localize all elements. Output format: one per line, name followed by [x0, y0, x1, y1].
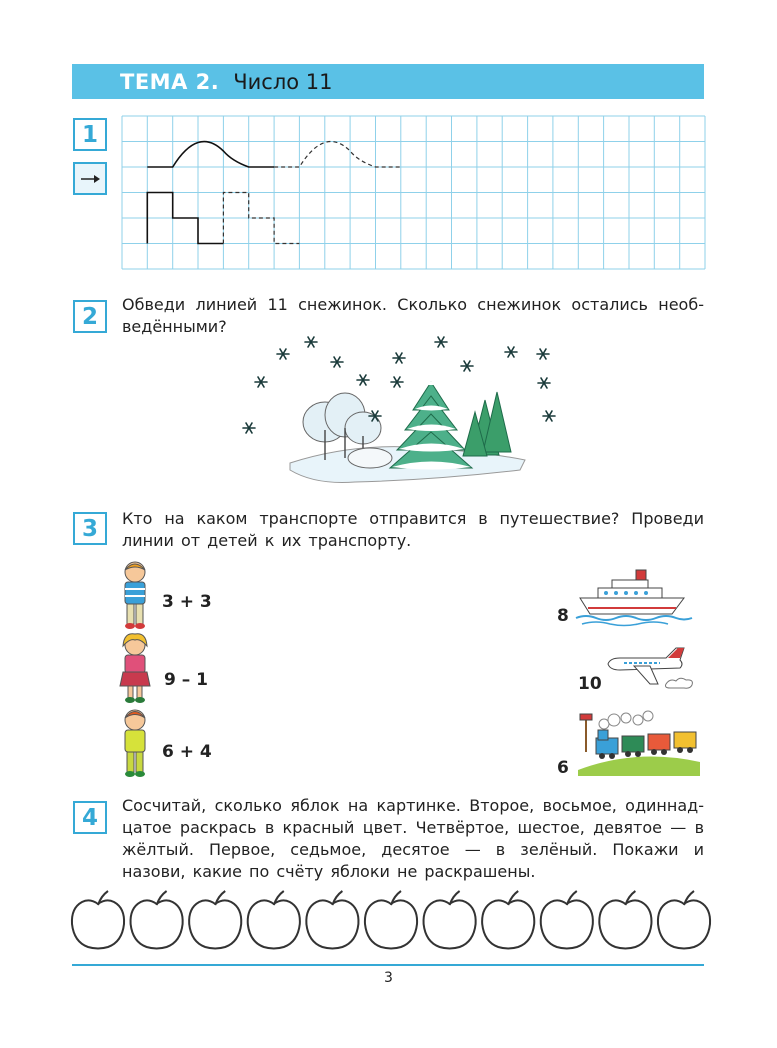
page-number: 3	[384, 970, 393, 986]
task-number-3: 3	[73, 512, 107, 545]
apple-outline[interactable]	[599, 891, 651, 949]
task-number-4: 4	[73, 801, 107, 834]
arrow-icon	[73, 162, 107, 195]
apple-outline[interactable]	[189, 891, 241, 949]
pattern-grid[interactable]	[122, 116, 705, 269]
apple-outline[interactable]	[248, 891, 300, 949]
task-number-2: 2	[73, 300, 107, 333]
child-icon-1[interactable]	[118, 560, 152, 630]
apple-outline[interactable]	[365, 891, 417, 949]
apple-outline[interactable]	[424, 891, 476, 949]
topic-label: ТЕМА 2.	[120, 69, 220, 94]
topic-header	[72, 64, 704, 99]
apple-outline[interactable]	[72, 891, 124, 949]
child-icon-2[interactable]	[118, 632, 152, 704]
task-3-text: Кто на каком транспорте отправится в путешествие? Проведи линии от детей к их транспорту.	[122, 509, 704, 550]
transport-number-1: 8	[557, 606, 569, 626]
transport-number-2: 10	[578, 674, 602, 694]
train-icon[interactable]	[576, 712, 702, 776]
task-4-text: Сосчитай, сколько яблок на картинке. Второе, восьмое, одиннадцатое раскрась в красный цвет. Четвёртое, шестое, девятое — в жёлтый. Первое, седьмое, десятое — в зелёный. Покажи и назови, какие по счёту яблоки не раскрашены.	[122, 796, 704, 881]
apple-outline[interactable]	[306, 891, 358, 949]
apple-outline[interactable]	[541, 891, 593, 949]
transport-number-3: 6	[557, 758, 569, 778]
apple-outline[interactable]	[131, 891, 183, 949]
winter-forest-illustration[interactable]	[235, 330, 565, 495]
apple-outline[interactable]	[482, 891, 534, 949]
task-number-1: 1	[73, 118, 107, 151]
task-2-text: Обведи линией 11 снежинок. Сколько снежинок остались необведёнными?	[122, 295, 704, 336]
ship-icon[interactable]	[576, 568, 692, 626]
child-expression-1: 3 + 3	[162, 592, 212, 612]
apples-row	[68, 890, 708, 952]
airplane-icon[interactable]	[604, 646, 700, 692]
topic-title: Число 11	[233, 69, 333, 94]
child-expression-3: 6 + 4	[162, 742, 212, 762]
child-expression-2: 9 – 1	[164, 670, 208, 690]
footer-divider	[72, 964, 704, 966]
child-icon-3[interactable]	[118, 708, 152, 778]
apple-outline[interactable]	[658, 891, 710, 949]
